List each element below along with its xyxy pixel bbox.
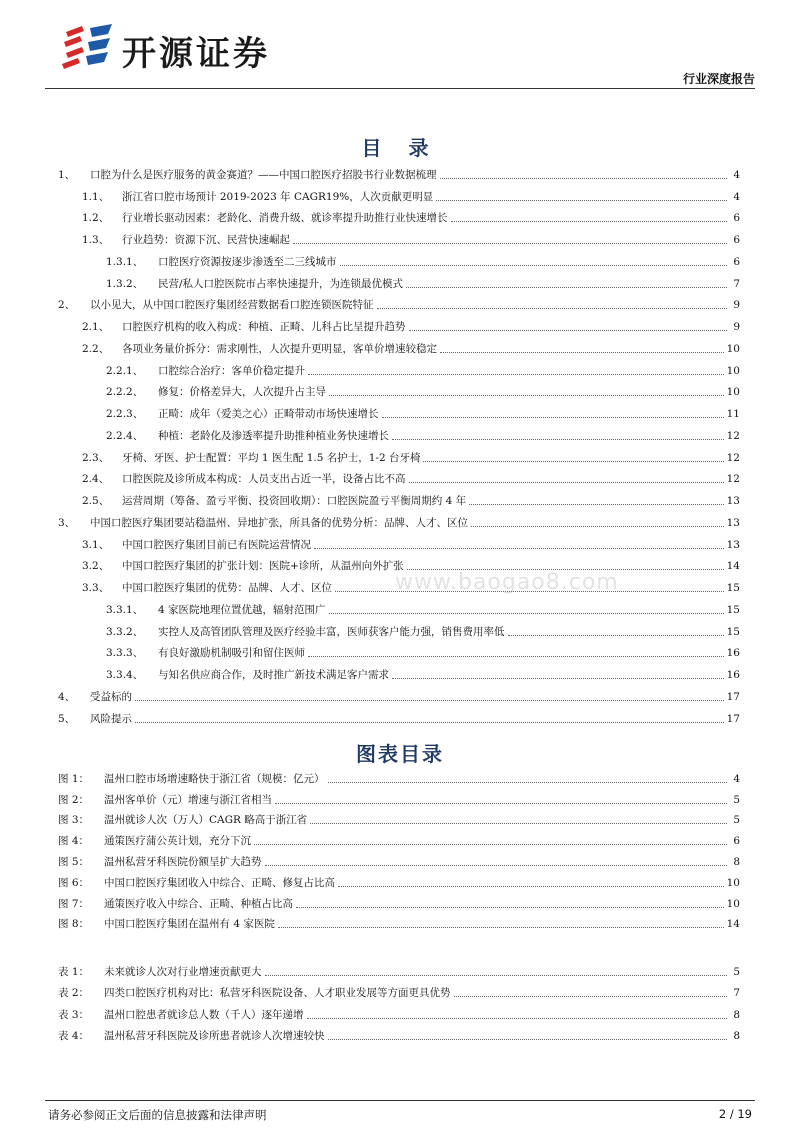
toc-entry-title: 4 家医院地理位置优越，辐射范围广	[158, 603, 326, 616]
toc-entry-title: 口腔医疗机构的收入构成：种植、正畸、儿科占比呈提升趋势	[122, 321, 406, 333]
toc-entry-page: 4	[733, 168, 740, 181]
toc-entry-title: 风险提示	[90, 712, 132, 725]
figure-entry-page: 8	[733, 855, 740, 868]
figure-entry-num: 图 6：	[58, 876, 90, 889]
dot-leader	[406, 287, 727, 288]
toc-entry[interactable]	[58, 639, 740, 661]
dot-leader	[310, 823, 727, 824]
toc-entry[interactable]	[58, 334, 740, 356]
dot-leader	[308, 374, 724, 375]
figure-entry-title: 通策医疗收入中综合、正畸、种植占比高	[104, 897, 293, 910]
dot-leader	[296, 907, 724, 908]
toc-entry-num: 3.3、	[82, 582, 110, 594]
figure-entry-num: 图 3：	[58, 814, 90, 827]
toc-entry-title: 行业增长驱动因素：老龄化、消费升级、就诊率提升助推行业快速增长	[122, 212, 448, 225]
brand-logo-icon	[60, 22, 120, 72]
dot-leader	[471, 526, 724, 527]
toc-entry[interactable]	[58, 356, 740, 378]
figure-entry-title: 中国口腔医疗集团收入中综合、正畸、修复占比高	[104, 876, 335, 889]
toc-entry-title: 口腔综合治疗：客单价稳定提升	[158, 364, 305, 377]
table-entry[interactable]	[58, 957, 740, 979]
toc-entry-title: 实控人及高管团队管理及医疗经验丰富，医师获客户能力强，销售费用率低	[158, 625, 505, 638]
toc-entry[interactable]	[58, 225, 740, 247]
table-entry-num: 表 3：	[58, 1008, 90, 1021]
toc-entry-title: 正畸：成年（爱美之心）正畸带动市场快速增长	[158, 408, 379, 420]
dot-leader	[307, 1018, 728, 1019]
table-list	[58, 957, 740, 1043]
dot-leader	[328, 1039, 728, 1040]
toc-entry-num: 1.3.2、	[106, 277, 144, 290]
table-entry-page: 8	[733, 1030, 740, 1042]
figure-entry-page: 4	[733, 772, 740, 785]
dot-leader	[409, 482, 724, 483]
toc-entry[interactable]	[58, 465, 740, 487]
toc-entry-title: 行业趋势：资源下沉、民营快速崛起	[122, 234, 290, 246]
dot-leader	[377, 308, 728, 309]
toc-entry-page: 14	[726, 560, 740, 573]
toc-entry-num: 1、	[58, 168, 76, 181]
report-type-label: 行业深度报告	[682, 72, 755, 86]
dot-leader	[329, 395, 724, 396]
figure-entry[interactable]	[58, 911, 740, 932]
toc-entry-page: 7	[733, 277, 740, 290]
toc-entry-title: 有良好激励机制吸引和留住医师	[158, 647, 305, 660]
toc-entry-num: 2.2.1、	[106, 364, 144, 377]
dot-leader	[423, 461, 723, 462]
dot-leader	[135, 722, 724, 723]
toc-entry-title: 民营/私人口腔医院市占率快速提升，为连锁最优模式	[158, 277, 404, 290]
toc-entry-num: 2.4、	[82, 473, 110, 486]
toc-entry[interactable]	[58, 312, 740, 334]
figures-title: 图表目录	[356, 742, 444, 766]
dot-leader	[275, 803, 727, 804]
toc-entry-title: 中国口腔医疗集团要站稳温州、异地扩张，所具备的优势分析：品牌、人才、区位	[90, 516, 468, 529]
toc-entry-page: 6	[733, 212, 740, 225]
table-entry-page: 7	[733, 987, 740, 999]
footer-divider	[45, 1100, 755, 1101]
dot-leader	[436, 200, 727, 201]
toc-entry-page: 9	[733, 299, 740, 312]
toc-entry-page: 10	[726, 364, 740, 377]
figure-entry-num: 图 8：	[58, 918, 90, 931]
toc-entry-title: 牙椅、牙医、护士配置：平均 1 医生配 1.5 名护士，1-2 台牙椅	[122, 451, 421, 464]
table-entry-num: 表 1：	[58, 965, 90, 978]
toc-entry-num: 1.1、	[82, 190, 110, 203]
toc-entry-title: 中国口腔医疗集团目前已有医院运营情况	[122, 538, 311, 551]
toc-entry-page: 17	[726, 712, 740, 725]
footer-disclaimer: 请务必参阅正文后面的信息披露和法律声明	[48, 1108, 267, 1122]
table-entry[interactable]	[58, 979, 740, 1001]
toc-entry-page: 10	[726, 386, 740, 399]
toc-entry[interactable]	[58, 204, 740, 226]
dot-leader	[338, 886, 724, 887]
figure-entry[interactable]	[58, 827, 740, 848]
toc-entry[interactable]	[58, 486, 740, 508]
figure-entry-page: 5	[733, 793, 740, 806]
figure-entry-num: 图 2：	[58, 793, 90, 806]
figure-entry-title: 中国口腔医疗集团在温州有 4 家医院	[104, 918, 275, 931]
toc-entry[interactable]	[58, 595, 740, 617]
figure-entry-page: 10	[726, 876, 740, 889]
toc-entry-title: 修复：价格差异大，人次提升占主导	[158, 386, 326, 399]
toc-entry-title: 浙江省口腔市场预计 2019-2023 年 CAGR19%，人次贡献更明显	[122, 190, 434, 203]
toc-entry-page: 9	[733, 321, 740, 333]
toc-entry-page: 16	[726, 669, 740, 681]
toc-entry-num: 2.2.3、	[106, 408, 144, 420]
toc-entry-num: 2.5、	[82, 495, 110, 507]
toc-entry-num: 3.2、	[82, 560, 110, 573]
toc-entry-title: 运营周期（筹备、盈亏平衡、投资回收期）：口腔医院盈亏平衡周期约 4 年	[122, 495, 467, 507]
toc-entry-num: 2.2.4、	[106, 429, 144, 442]
toc-entry[interactable]	[58, 160, 740, 182]
watermark: www.baogao8.com	[395, 570, 619, 595]
toc-entry-num: 2.2.2、	[106, 386, 144, 399]
figure-entry[interactable]	[58, 786, 740, 807]
dot-leader	[340, 265, 728, 266]
toc-entry-title: 口腔为什么是医疗服务的黄金赛道？——中国口腔医疗招股书行业数据梳理	[90, 168, 437, 181]
toc-entry-num: 5、	[58, 712, 76, 725]
toc-entry-page: 10	[726, 342, 740, 355]
toc-entry[interactable]	[58, 378, 740, 400]
toc-entry-page: 13	[726, 538, 740, 551]
dot-leader	[308, 656, 724, 657]
toc-entry-page: 13	[726, 516, 740, 529]
dot-leader	[440, 352, 724, 353]
toc-entry[interactable]	[58, 421, 740, 443]
figure-entry-title: 温州口腔市场增速略快于浙江省（规模：亿元）	[104, 772, 325, 785]
table-entry-num: 表 4：	[58, 1030, 90, 1042]
header-divider	[45, 88, 755, 89]
toc-entry-title: 口腔医院及诊所成本构成：人员支出占近一半，设备占比不高	[122, 473, 406, 486]
toc-entry-title: 中国口腔医疗集团的优势：品牌、人才、区位	[122, 582, 332, 594]
table-entry-title: 温州私营牙科医院及诊所患者就诊人次增速较快	[104, 1030, 325, 1042]
toc-entry-page: 12	[726, 473, 740, 486]
figure-entry-page: 14	[726, 918, 740, 931]
dot-leader	[265, 865, 728, 866]
toc-entry[interactable]	[58, 530, 740, 552]
toc-entry-page: 17	[726, 690, 740, 703]
toc-entry-num: 3.3.4、	[106, 669, 144, 681]
figure-entry[interactable]	[58, 848, 740, 869]
figure-entry-title: 通策医疗蒲公英计划，充分下沉	[104, 835, 251, 848]
dot-leader	[135, 700, 724, 701]
toc-entry-title: 各项业务量价拆分：需求刚性，人次提升更明显，客单价增速较稳定	[122, 342, 437, 355]
dot-leader	[409, 330, 728, 331]
toc-entry-page: 15	[726, 625, 740, 638]
toc-entry-page: 11	[726, 408, 740, 420]
toc-entry-num: 4、	[58, 690, 76, 703]
figure-entry-num: 图 1：	[58, 772, 90, 785]
toc-entry-num: 3.3.1、	[106, 603, 144, 616]
dot-leader	[508, 635, 724, 636]
toc-entry[interactable]	[58, 682, 740, 704]
figure-entry[interactable]	[58, 765, 740, 786]
dot-leader	[454, 996, 728, 997]
toc-entry[interactable]	[58, 660, 740, 682]
figure-entry-title: 温州就诊人次（万人）CAGR 略高于浙江省	[104, 814, 308, 827]
toc-entry-title: 口腔医疗资源按逐步渗透至二三线城市	[158, 255, 337, 268]
toc-entry-num: 2.3、	[82, 451, 110, 464]
figure-entry-page: 10	[726, 897, 740, 910]
toc-entry-title: 中国口腔医疗集团的扩张计划：医院+诊所，从温州向外扩张	[122, 560, 404, 573]
dot-leader	[329, 613, 724, 614]
toc-title: 目 录	[361, 136, 439, 160]
dot-leader	[440, 178, 728, 179]
toc-entry-num: 1.3.1、	[106, 255, 144, 268]
table-of-contents	[58, 160, 740, 726]
toc-entry-num: 2、	[58, 299, 76, 312]
toc-entry-title: 与知名供应商合作，及时推广新技术满足客户需求	[158, 669, 389, 681]
table-entry-page: 5	[733, 965, 740, 978]
brand-logo	[60, 22, 320, 72]
toc-entry[interactable]	[58, 182, 740, 204]
table-entry[interactable]	[58, 1000, 740, 1022]
toc-entry[interactable]	[58, 399, 740, 421]
dot-leader	[314, 548, 724, 549]
table-entry-title: 未来就诊人次对行业增速贡献更大	[104, 965, 262, 978]
toc-entry-page: 4	[733, 190, 740, 203]
toc-entry-num: 3、	[58, 516, 76, 529]
dot-leader	[392, 678, 724, 679]
table-entry-title: 温州口腔患者就诊总人数（千人）逐年递增	[104, 1008, 304, 1021]
figure-entry-title: 温州客单价（元）增速与浙江省相当	[104, 793, 272, 806]
toc-entry[interactable]	[58, 704, 740, 726]
dot-leader	[328, 782, 728, 783]
toc-entry-num: 1.2、	[82, 212, 110, 225]
toc-entry[interactable]	[58, 508, 740, 530]
figure-entry[interactable]	[58, 890, 740, 911]
toc-entry[interactable]	[58, 291, 740, 313]
toc-entry-num: 3.1、	[82, 538, 110, 551]
figure-entry[interactable]	[58, 869, 740, 890]
figure-entry-page: 6	[733, 835, 740, 848]
toc-entry-page: 6	[733, 234, 740, 246]
figure-entry-num: 图 5：	[58, 855, 90, 868]
toc-entry-page: 12	[726, 429, 740, 442]
toc-entry-title: 受益标的	[90, 690, 132, 703]
figure-entry-title: 温州私营牙科医院份额呈扩大趋势	[104, 855, 262, 868]
dot-leader	[382, 417, 724, 418]
table-entry-title: 四类口腔医疗机构对比：私营牙科医院设备、人才职业发展等方面更具优势	[104, 987, 451, 999]
toc-entry-num: 1.3、	[82, 234, 110, 246]
brand-name: 开源证券	[122, 34, 270, 74]
page-number: 2 / 19	[718, 1107, 752, 1121]
table-entry-num: 表 2：	[58, 987, 90, 999]
toc-entry-title: 种植：老龄化及渗透率提升助推种植业务快速增长	[158, 429, 389, 442]
dot-leader	[469, 504, 724, 505]
toc-entry[interactable]	[58, 443, 740, 465]
toc-entry-page: 13	[726, 495, 740, 507]
page-header	[0, 0, 800, 95]
figure-entry[interactable]	[58, 807, 740, 828]
table-entry-page: 8	[733, 1008, 740, 1021]
dot-leader	[278, 927, 724, 928]
toc-entry-num: 3.3.3、	[106, 647, 144, 660]
toc-entry-title: 以小见大，从中国口腔医疗集团经营数据看口腔连锁医院特征	[90, 299, 374, 312]
toc-entry[interactable]	[58, 269, 740, 291]
toc-entry-num: 3.3.2、	[106, 625, 144, 638]
dot-leader	[392, 439, 724, 440]
figure-entry-num: 图 7：	[58, 897, 90, 910]
toc-entry-num: 2.2、	[82, 342, 110, 355]
figure-entry-num: 图 4：	[58, 835, 90, 848]
figure-list	[58, 765, 740, 931]
toc-entry-page: 16	[726, 647, 740, 660]
toc-entry-page: 15	[726, 582, 740, 594]
toc-entry-num: 2.1、	[82, 321, 110, 333]
figure-entry-page: 5	[733, 814, 740, 827]
toc-entry-page: 15	[726, 603, 740, 616]
dot-leader	[293, 243, 727, 244]
dot-leader	[265, 975, 728, 976]
dot-leader	[254, 844, 727, 845]
toc-entry-page: 12	[726, 451, 740, 464]
dot-leader	[451, 221, 728, 222]
toc-entry[interactable]	[58, 617, 740, 639]
toc-entry[interactable]	[58, 247, 740, 269]
toc-entry-page: 6	[733, 255, 740, 268]
table-entry[interactable]	[58, 1022, 740, 1044]
